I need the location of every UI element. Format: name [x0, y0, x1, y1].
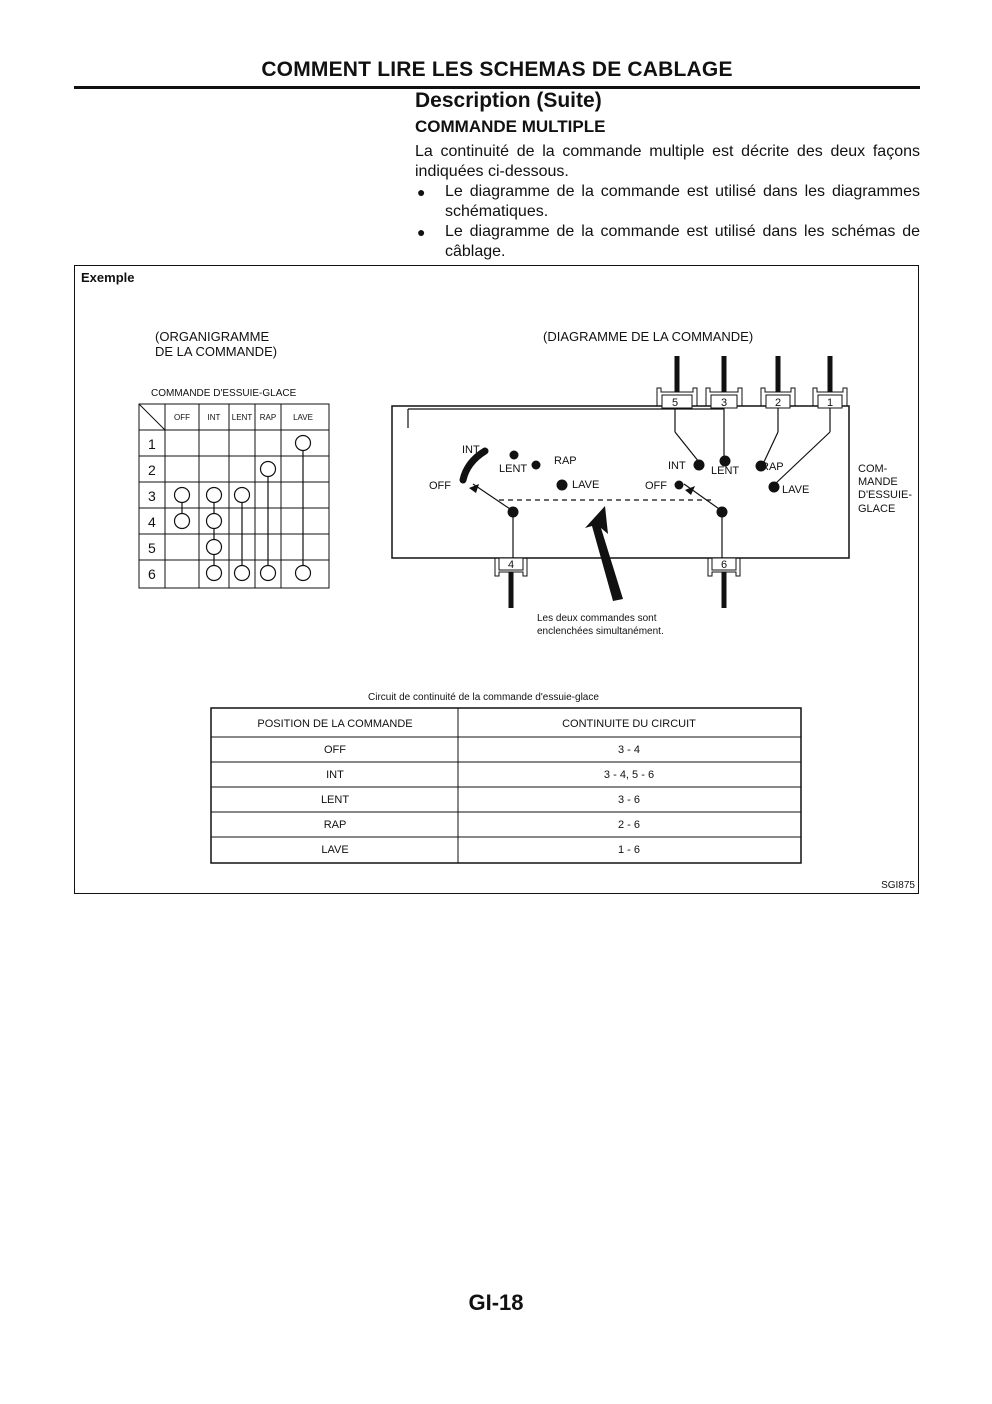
chart-caption: COMMANDE D'ESSUIE-GLACE	[151, 388, 297, 399]
table-caption: Circuit de continuité de la commande d'essuie-glace	[368, 692, 599, 703]
chart-col-lent: LENT	[231, 413, 253, 422]
switch-diagram	[392, 329, 912, 637]
right-pos-lave: LAVE	[782, 484, 810, 496]
example-label: Exemple	[81, 270, 135, 285]
table-cell-position: OFF	[324, 744, 346, 756]
left-pos-off: OFF	[429, 480, 451, 492]
section-heading: Description (Suite)	[415, 89, 602, 112]
table-cell-position: LAVE	[321, 844, 349, 856]
pointer-arrow	[585, 506, 623, 601]
left-pos-rap: RAP	[554, 455, 577, 467]
chart-row-4: 4	[148, 514, 156, 530]
switch-label-line1: COM-	[858, 463, 888, 475]
top-connectors	[657, 388, 847, 408]
terminal-1: 1	[826, 397, 834, 409]
continuity-table	[211, 692, 801, 863]
figure-code: SGI875	[881, 880, 915, 891]
internal-wiring	[408, 408, 830, 558]
right-pos-int: INT	[668, 460, 686, 472]
bullet-text: Le diagramme de la commande est utilisé dans les diagrammes schématiques.	[445, 183, 920, 220]
table-grid	[211, 708, 801, 863]
table-cell-continuity: 3 - 4	[617, 744, 641, 756]
terminal-6: 6	[720, 559, 728, 571]
chart-title-line1: (ORGANIGRAMME	[155, 329, 270, 344]
subsection-heading: COMMANDE MULTIPLE	[415, 117, 606, 136]
chart-col-lave: LAVE	[293, 413, 313, 422]
chart-row-3: 3	[148, 488, 156, 504]
table-cell-continuity: 3 - 6	[617, 794, 641, 806]
page-title: COMMENT LIRE LES SCHEMAS DE CABLAGE	[261, 58, 733, 81]
bullet-icon: ●	[417, 184, 426, 200]
body-text	[415, 142, 920, 262]
note-line2: enclenchées simultanément.	[537, 626, 664, 637]
table-cell-continuity: 3 - 4, 5 - 6	[603, 769, 655, 781]
chart-col-off: OFF	[174, 413, 190, 422]
top-wires	[677, 356, 830, 392]
terminal-3: 3	[720, 397, 728, 409]
terminal-5: 5	[671, 397, 679, 409]
switch-label-line3: D'ESSUIE-	[858, 489, 913, 501]
note-line1: Les deux commandes sont	[537, 613, 657, 624]
right-pos-rap: RAP	[761, 461, 784, 473]
bullet-icon: ●	[417, 224, 426, 240]
left-pos-lent: LENT	[499, 463, 528, 475]
chart-row-2: 2	[148, 462, 156, 478]
switch-chart	[139, 329, 329, 588]
bottom-connectors	[495, 558, 740, 576]
switch-label-line4: GLACE	[858, 503, 896, 515]
intro-paragraph: La continuité de la commande multiple est décrite des deux façons indiquées ci-dessous.	[415, 143, 920, 180]
left-pos-lave: LAVE	[572, 479, 600, 491]
table-header-position: POSITION DE LA COMMANDE	[257, 718, 413, 730]
left-contacts	[508, 451, 780, 518]
bullet-item	[415, 182, 920, 222]
chart-row-5: 5	[148, 540, 156, 556]
right-pos-off: OFF	[645, 480, 667, 492]
bullet-list	[415, 182, 920, 262]
table-cell-position: INT	[326, 769, 344, 781]
page-number: GI-18	[468, 1290, 524, 1315]
table-cell-continuity: 1 - 6	[617, 844, 641, 856]
left-pos-int: INT	[462, 444, 480, 456]
chart-row-6: 6	[148, 566, 156, 582]
bullet-item	[415, 222, 920, 262]
diagram-title: (DIAGRAMME DE LA COMMANDE)	[543, 329, 754, 344]
terminal-4: 4	[507, 559, 515, 571]
figure-drawing	[75, 266, 920, 895]
example-figure	[74, 265, 919, 894]
chart-col-int: INT	[207, 413, 221, 422]
chart-col-rap: RAP	[259, 413, 277, 422]
bullet-text: Le diagramme de la commande est utilisé dans les schémas de câblage.	[445, 223, 920, 260]
table-cell-position: RAP	[323, 819, 347, 831]
table-cell-continuity: 2 - 6	[617, 819, 641, 831]
right-pos-lent: LENT	[711, 465, 740, 477]
table-cell-position: LENT	[320, 794, 350, 806]
table-header-continuity: CONTINUITE DU CIRCUIT	[562, 718, 696, 730]
switch-label-line2: MANDE	[858, 476, 898, 488]
terminal-2: 2	[774, 397, 782, 409]
chart-row-1: 1	[148, 436, 156, 452]
chart-title-line2: DE LA COMMANDE)	[155, 344, 278, 359]
